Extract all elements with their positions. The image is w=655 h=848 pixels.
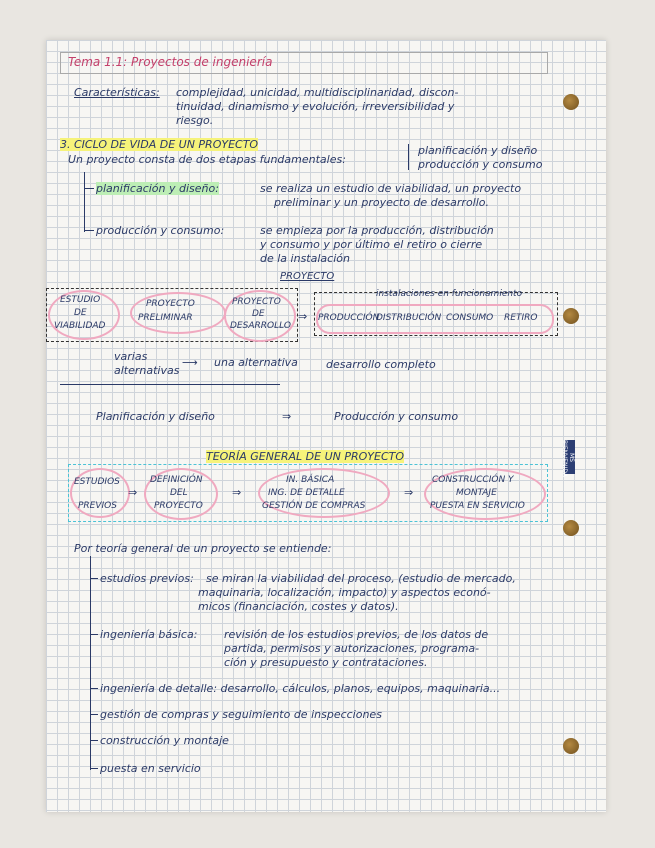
binder-hole-3 (563, 520, 579, 536)
binder-hole-4 (563, 738, 579, 754)
t-branch-6 (90, 768, 98, 769)
tree-branch-2 (84, 230, 94, 231)
brace-bottom (60, 384, 280, 385)
brace-line (408, 144, 409, 170)
c3-l1: IN. BÁSICA (286, 475, 335, 485)
etapa-2: producción y consumo (418, 158, 543, 171)
alt-l2: alternativas (114, 364, 180, 377)
bottom-note: desarrollo completo (326, 358, 436, 371)
side-tab: MS BIENVENIDA (561, 440, 575, 477)
t-branch-3 (90, 688, 98, 689)
e2-l1: revisión de los estudios previos, de los datos de (224, 628, 489, 641)
prod-line-2: y consumo y por último el retiro o cierre (260, 238, 483, 251)
caract-line-3: riesgo. (176, 114, 214, 127)
t-branch-4 (90, 714, 98, 715)
c2-l1: DEFINICIÓN (150, 475, 203, 485)
e6: puesta en servicio (100, 762, 201, 775)
e1-l1: se miran la viabilidad del proceso, (estudio de mercado, (206, 572, 516, 585)
b1-l3: VIABILIDAD (54, 321, 106, 331)
tree-line (84, 172, 85, 232)
caract-line-1: complejidad, unicidad, multidisciplinaridad, discon- (176, 86, 459, 99)
ciclo-heading: 3. CICLO DE VIDA DE UN PROYECTO (60, 138, 259, 151)
teoria-intro: Por teoría general de un proyecto se entiende: (74, 542, 332, 555)
etapa-1: planificación y diseño (418, 144, 538, 157)
notebook-page (46, 40, 606, 812)
plan-label-text: planificación y diseño: (96, 182, 219, 195)
top-note: instalaciones en funcionamiento (376, 289, 523, 299)
b3-l1: PROYECTO (232, 297, 281, 307)
e2-l3: ción y presupuesto y contrataciones. (224, 656, 428, 669)
caract-label: Características: (74, 86, 160, 99)
t-branch-5 (90, 740, 98, 741)
e1-l3: micos (financiación, costes y datos). (198, 600, 399, 613)
e1-label: estudios previos: (100, 572, 194, 585)
caract-line-2: tinuidad, dinamismo y evolución, irreversibilidad y (176, 100, 455, 113)
c4-l1: CONSTRUCCIÓN Y (432, 475, 514, 485)
plan-line-1: se realiza un estudio de viabilidad, un proyecto (260, 182, 522, 195)
c4-l3: PUESTA EN SERVICIO (430, 501, 525, 511)
ciclo-intro: Un proyecto consta de dos etapas fundamentales: (68, 153, 346, 166)
b3-l2: DE (252, 309, 265, 319)
c3-l2: ING. DE DETALLE (268, 488, 345, 498)
e4: gestión de compras y seguimiento de inspecciones (100, 708, 382, 721)
c1-l2: PREVIOS (78, 501, 117, 511)
binder-hole-2 (563, 308, 579, 324)
t-branch-2 (90, 634, 98, 635)
binder-hole-1 (563, 94, 579, 110)
prod-line-1: se empieza por la producción, distribución (260, 224, 494, 237)
teoria-tree-line (90, 556, 91, 770)
c1-l1: ESTUDIOS (74, 477, 120, 487)
prod-label: producción y consumo: (96, 224, 225, 237)
r2: DISTRIBUCIÓN (376, 313, 442, 323)
c4-l2: MONTAJE (456, 488, 497, 498)
arrow-1: ⇒ (298, 310, 308, 323)
c2-l2: DEL (170, 488, 188, 498)
b2-l1: PROYECTO (146, 299, 195, 309)
b1-l1: ESTUDIO (60, 295, 101, 305)
e1-l2: maquinaria, localización, impacto) y aspectos econó- (198, 586, 491, 599)
b1-l2: DE (74, 308, 87, 318)
alt-r: una alternativa (214, 356, 298, 369)
summary-right: Producción y consumo (334, 410, 459, 423)
e2-l2: partida, permisos y autorizaciones, programa- (224, 642, 480, 655)
page-title: Tema 1.1: Proyectos de ingeniería (68, 55, 273, 69)
arrow-4: ⇒ (404, 486, 414, 499)
summary-arrow: ⇒ (282, 410, 292, 423)
e2-label: ingeniería básica: (100, 628, 198, 641)
tree-branch-1 (84, 188, 94, 189)
plan-line-2: preliminar y un proyecto de desarrollo. (274, 196, 490, 209)
arrow-3: ⇒ (232, 486, 242, 499)
summary-left: Planificación y diseño (96, 410, 215, 423)
c2-l3: PROYECTO (154, 501, 203, 511)
r4: RETIRO (504, 313, 538, 323)
b2-l2: PRELIMINAR (138, 313, 193, 323)
alt-l1: varias (114, 350, 148, 363)
r3: CONSUMO (446, 313, 494, 323)
plan-label (96, 182, 219, 195)
r1: PRODUCCIÓN (318, 313, 380, 323)
c3-l3: GESTIÓN DE COMPRAS (262, 501, 366, 511)
t-branch-1 (90, 578, 98, 579)
prod-line-3: de la instalación (260, 252, 350, 265)
diagram-proyecto-label: PROYECTO (280, 271, 335, 282)
alt-arrow: ⟶ (182, 356, 198, 369)
teoria-heading: TEORÍA GENERAL DE UN PROYECTO (206, 450, 405, 463)
b3-l3: DESARROLLO (230, 321, 291, 331)
e5: construcción y montaje (100, 734, 229, 747)
e3: ingeniería de detalle: desarrollo, cálculos, planos, equipos, maquinaria... (100, 682, 501, 695)
arrow-2: ⇒ (128, 486, 138, 499)
